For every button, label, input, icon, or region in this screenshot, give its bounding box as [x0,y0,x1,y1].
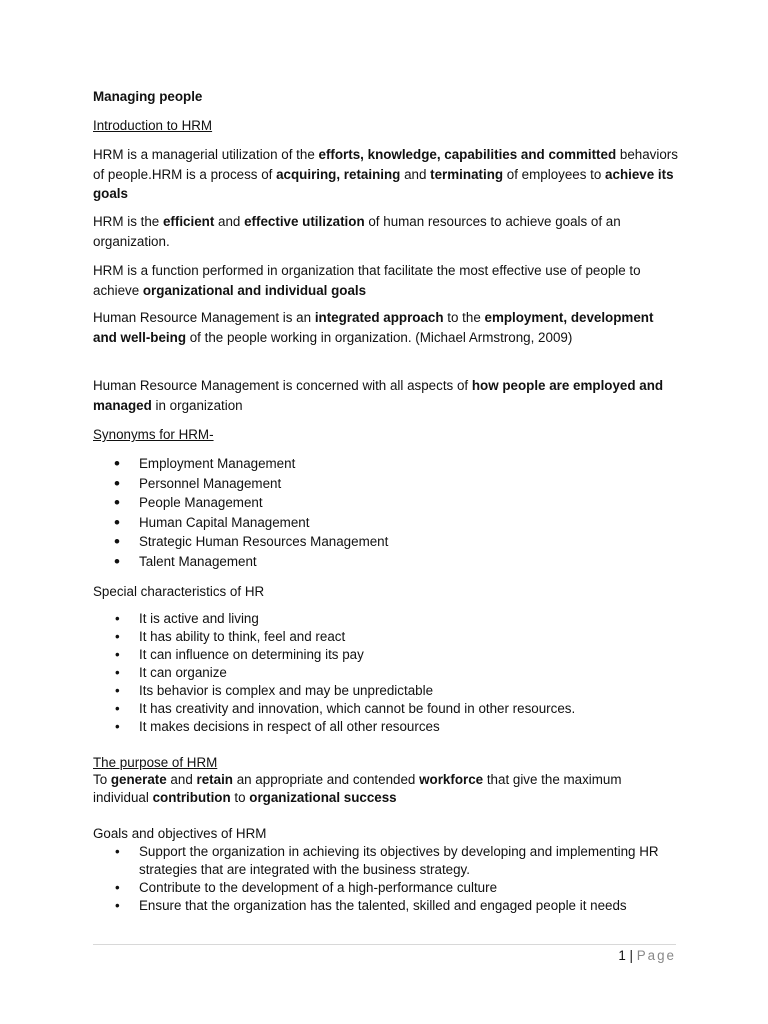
list-item: • It has ability to think, feel and react [93,628,678,646]
list-item: • Ensure that the organization has the talented, skilled and engaged people it needs [93,897,678,915]
list-item: • It can influence on determining its pay [93,646,678,664]
goals-list [93,843,678,915]
intro-heading: Introduction to HRM [93,118,213,133]
footer-separator: | [629,948,633,963]
paragraph-hrm-function: HRM is a function performed in organization that facilitate the most effective use of people to achieve organizational and individual goals [93,263,641,298]
page-number: 1 [618,948,626,963]
page-footer [618,946,676,966]
paragraph-hrm-concerned: Human Resource Management is concerned with all aspects of how people are employed and managed in organization [93,378,664,413]
paragraph-hrm-efficient: HRM is the efficient and effective utilization of human resources to achieve goals of an organization. [93,214,621,249]
paragraph-hrm-definition: HRM is a managerial utilization of the efforts, knowledge, capabilities and committed behaviors of people.HRM is a process of acquiring, retaining and terminating of employees to achieve its goals [93,147,678,202]
list-item: • Contribute to the development of a high-performance culture [93,879,678,897]
paragraph-hrm-armstrong: Human Resource Management is an integrated approach to the employment, development and well-being of the people working in organization. (Michael Armstrong, 2009) [93,310,654,345]
list-item: • Human Capital Management [93,513,678,533]
goals-heading: Goals and objectives of HRM [93,826,267,841]
purpose-heading: The purpose of HRM [93,755,218,770]
list-item: • It is active and living [93,610,678,628]
characteristics-list [93,610,678,736]
synonyms-heading: Synonyms for HRM- [93,427,214,442]
list-item: • Personnel Management [93,474,678,494]
list-item: • It makes decisions in respect of all other resources [93,718,678,736]
purpose-paragraph: To generate and retain an appropriate and contended workforce that give the maximum individual contribution to organizational success [93,772,622,805]
document-title: Managing people [93,89,203,104]
list-item: • Its behavior is complex and may be unpredictable [93,682,678,700]
footer-divider [93,944,676,945]
list-item: • People Management [93,493,678,513]
list-item: • It has creativity and innovation, which cannot be found in other resources. [93,700,678,718]
characteristics-heading: Special characteristics of HR [93,584,265,599]
list-item: • Talent Management [93,552,678,572]
list-item: • Strategic Human Resources Management [93,532,678,552]
page-label: Page [636,948,676,963]
synonyms-list [93,454,678,572]
list-item: • Employment Management [93,454,678,474]
list-item: • Support the organization in achieving its objectives by developing and implementing HR strategies that are integrated with the business strategy. [93,843,678,879]
list-item: • It can organize [93,664,678,682]
